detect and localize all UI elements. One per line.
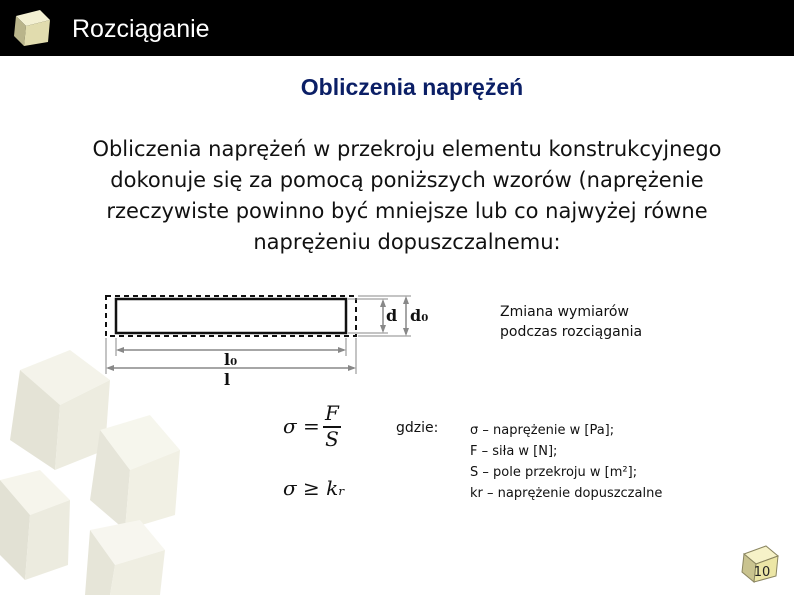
intro-line: Obliczenia naprężeń w przekroju elementu konstrukcyjnego bbox=[92, 137, 722, 161]
header-bar bbox=[0, 0, 794, 56]
deformed-shape-outline bbox=[116, 299, 346, 333]
caption-line: Zmiana wymiarów bbox=[500, 304, 629, 320]
intro-line: rzeczywiste powinno być mniejsze lub co najwyżej równe bbox=[106, 199, 708, 223]
legend-item: σ – naprężenie w [Pa]; bbox=[470, 423, 615, 438]
initial-shape-outline bbox=[106, 296, 356, 336]
allowable-stress-formula: σ ≥ kᵣ bbox=[283, 476, 346, 500]
intro-paragraph bbox=[40, 134, 774, 258]
intro-line: dokonuje się za pomocą poniższych wzorów (naprężenie bbox=[110, 168, 704, 192]
symbol-legend bbox=[470, 420, 780, 504]
page-number: 10 bbox=[753, 565, 771, 580]
header-title: Rozciąganie bbox=[72, 15, 210, 43]
legend-item: kr – naprężenie dopuszczalne bbox=[470, 486, 663, 501]
d0-label: d₀ bbox=[410, 306, 429, 325]
legend-item: S – pole przekroju w [m²]; bbox=[470, 465, 638, 480]
formula-lhs: σ = bbox=[283, 414, 320, 438]
legend-item: F – siła w [N]; bbox=[470, 444, 558, 459]
intro-line: naprężeniu dopuszczalnemu: bbox=[253, 230, 561, 254]
where-label: gdzie: bbox=[396, 420, 439, 436]
slide-title: Obliczenia naprężeń bbox=[300, 74, 524, 100]
diagram-caption bbox=[500, 302, 680, 342]
l-label: l bbox=[224, 370, 231, 389]
l0-label: l₀ bbox=[224, 350, 238, 369]
d-label: d bbox=[386, 306, 398, 325]
formula-denominator: S bbox=[325, 427, 339, 451]
tension-diagram bbox=[96, 288, 436, 393]
page-number-badge bbox=[738, 540, 782, 584]
stress-formula bbox=[283, 402, 363, 452]
formula-numerator: F bbox=[325, 401, 339, 425]
caption-line: podczas rozciągania bbox=[500, 324, 643, 340]
cube-icon bbox=[10, 6, 54, 50]
